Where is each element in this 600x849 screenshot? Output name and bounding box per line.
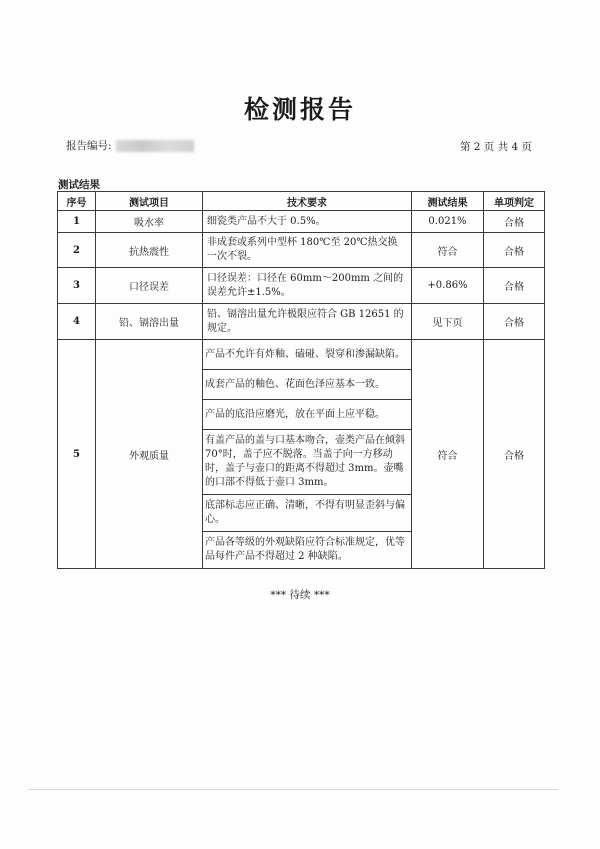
- header-no: 序号: [58, 192, 96, 211]
- requirement-item: 产品不允许有炸釉、磕碰、裂穿和渗漏缺陷。: [203, 340, 411, 370]
- requirement-item: 成套产品的釉色、花面色泽应基本一致。: [203, 370, 411, 400]
- row-requirement: 细瓷类产品不大于 0.5%。: [203, 211, 412, 233]
- row-item: 铅、镉溶出量: [96, 304, 203, 340]
- row-result: 符合: [412, 340, 484, 569]
- report-number-label: 报告编号:: [66, 140, 112, 152]
- table-row: [58, 304, 545, 340]
- report-number: [66, 138, 194, 153]
- header-verdict: 单项判定: [484, 192, 545, 211]
- row-requirement: 铅、镉溶出量允许极限应符合 GB 12651 的规定。: [203, 304, 412, 340]
- row-no: 3: [58, 268, 96, 304]
- row-item: 抗热震性: [96, 233, 203, 268]
- requirement-item: 底部标志应正确、清晰，不得有明显歪斜与偏心。: [203, 495, 411, 532]
- section-title: 测试结果: [58, 179, 100, 191]
- row-no: 1: [58, 211, 96, 233]
- row-verdict: 合格: [484, 340, 545, 569]
- row-no: 5: [58, 340, 96, 569]
- row-requirement-list: [203, 340, 412, 569]
- table-row: [58, 340, 545, 569]
- continued-note: *** 待续 ***: [270, 589, 330, 601]
- requirement-item: 有盖产品的盖与口基本吻合，壶类产品在倾斜 70°时，盖子应不脱落。当盖子向一方移动时，盖子与壶口的距离不得超过 3mm。壶嘴的口部不得低于壶口 3mm。: [203, 430, 411, 495]
- results-table: [57, 191, 545, 569]
- requirement-item: 产品的底沿应磨光，放在平面上应平稳。: [203, 400, 411, 430]
- table-row: [58, 211, 545, 233]
- header-result: 测试结果: [412, 192, 484, 211]
- row-no: 2: [58, 233, 96, 268]
- row-verdict: 合格: [484, 211, 545, 233]
- row-requirement: 口径误差：口径在 60mm～200mm 之间的误差允许±1.5%。: [203, 268, 412, 304]
- row-item: 吸水率: [96, 211, 203, 233]
- row-result: 0.021%: [412, 211, 484, 233]
- row-verdict: 合格: [484, 233, 545, 268]
- header-requirement: 技术要求: [203, 192, 412, 211]
- row-verdict: 合格: [484, 268, 545, 304]
- header-item: 测试项目: [96, 192, 203, 211]
- row-requirement: 非成套或系列中型杯 180℃至 20℃热交换一次不裂。: [203, 233, 412, 268]
- page-title: 检测报告: [243, 95, 356, 124]
- row-item: 口径误差: [96, 268, 203, 304]
- page-indicator: 第 2 页 共 4 页: [459, 141, 532, 153]
- row-result: +0.86%: [412, 268, 484, 304]
- table-header-row: [58, 192, 545, 211]
- row-item: 外观质量: [96, 340, 203, 569]
- row-result: 见下页: [412, 304, 484, 340]
- requirement-item: 产品各等级的外观缺陷应符合标准规定，优等品每件产品不得超过 2 种缺陷。: [205, 537, 405, 562]
- redacted-report-number: [116, 140, 194, 152]
- page-divider: [28, 789, 558, 790]
- table-row: [58, 268, 545, 304]
- row-verdict: 合格: [484, 304, 545, 340]
- row-result: 符合: [412, 233, 484, 268]
- row-no: 4: [58, 304, 96, 340]
- table-row: [58, 233, 545, 268]
